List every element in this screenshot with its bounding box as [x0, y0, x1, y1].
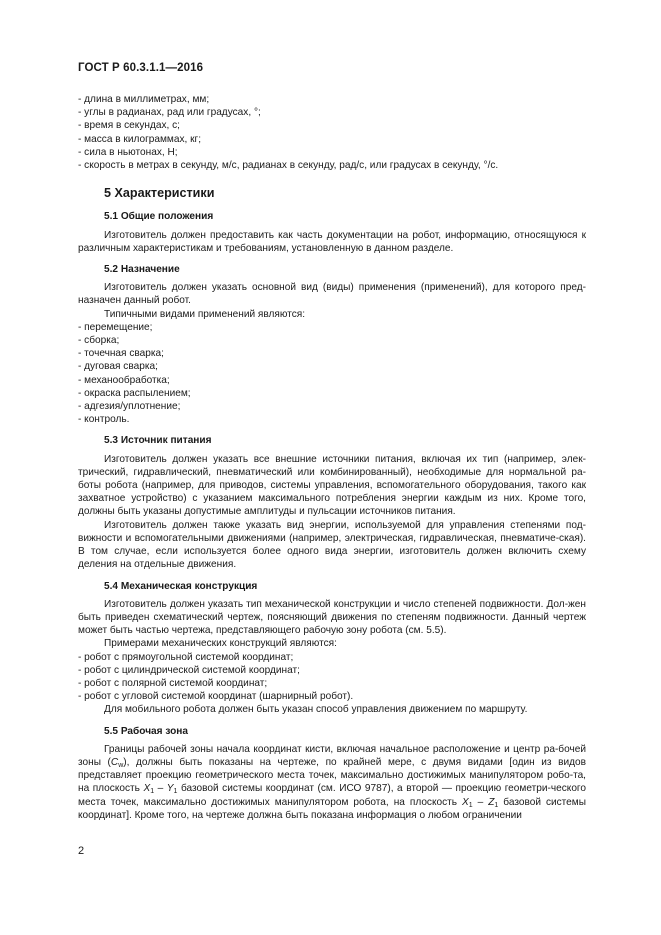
section-5-4-paragraph-1: Изготовитель должен указать тип механической конструкции и число степеней подвижности. Дол-жен быть приведен схематический чертеж, поясняющий движения по степеням подвижности. Данный чертеж может быть частью чертежа, представляющего рабочую зону робота (см. 5.5).: [78, 598, 586, 637]
list-item: - сборка;: [78, 335, 120, 347]
list-item: - контроль.: [78, 414, 130, 426]
section-5-2-list-intro: Типичными видами применений являются:: [104, 308, 306, 320]
section-5-2-paragraph: Изготовитель должен указать основной вид (виды) применения (применений), для которого пред-назначен данный робот.: [78, 282, 586, 307]
constructions-list: [78, 651, 586, 704]
section-5-1-paragraph: Изготовитель должен предоставить как часть документации на робот, информацию, относящуюся к различным характеристикам и требованиям, установленную в данном разделе.: [78, 229, 586, 254]
list-item: - длина в миллиметрах, мм;: [78, 94, 210, 105]
section-5-3-paragraph-2: Изготовитель должен также указать вид энергии, используемой для управления степенями под-вижности и вспомогательными движениями (например, электрическая, гидравлическая, пневматиче-ская). В том случае, если используется более одного вида энергии, изготовитель должен включить схему деления на отдельные движения.: [78, 519, 586, 571]
list-item: - дуговая сварка;: [78, 361, 158, 373]
applications-list: [78, 321, 586, 427]
document-body: [78, 93, 586, 822]
list-item: - робот с угловой системой координат (шарнирный робот).: [78, 691, 354, 703]
list-item: - время в секундах, с;: [78, 120, 180, 132]
symbol-z1: Z: [488, 796, 495, 808]
section-5-title: 5 Характеристики: [104, 186, 215, 201]
list-item: - точечная сварка;: [78, 348, 164, 360]
section-5-4-list-intro: Примерами механических конструкций являются:: [104, 638, 337, 650]
document-header: ГОСТ Р 60.3.1.1—2016: [78, 62, 204, 74]
symbol-x1: X: [462, 796, 469, 808]
units-list: [78, 93, 586, 172]
section-5-2-title: 5.2 Назначение: [104, 264, 180, 276]
list-item: - масса в килограммах, кг;: [78, 133, 202, 145]
symbol-y1: Y: [166, 783, 174, 795]
symbol-cw: C: [110, 756, 119, 768]
section-5-4-paragraph-2: Для мобильного робота должен быть указан способ управления движением по маршруту.: [104, 704, 528, 716]
list-item: - механообработка;: [78, 374, 170, 386]
list-item: - окраска распылением;: [78, 387, 191, 399]
list-item: - адгезия/уплотнение;: [78, 401, 181, 413]
section-5-5-title: 5.5 Рабочая зона: [104, 725, 189, 737]
list-item: - скорость в метрах в секунду, м/с, радианах в секунду, рад/с, или градусах в секунду, °/с.: [78, 160, 499, 172]
list-item: - перемещение;: [78, 321, 153, 333]
page-number: 2: [78, 845, 85, 857]
list-item: - робот с полярной системой координат;: [78, 677, 268, 689]
list-item: - углы в радианах, рад или градусах, °;: [78, 107, 261, 119]
section-5-3-paragraph-1: Изготовитель должен указать все внешние источники питания, включая их тип (например, элек-трический, гидравлический, пневматический или комбинированный), необходимые для нормальной ра-боты робота (например, для приводов, системы управления, вспомогательного оборудования, такого как захватное устройство) с указанием максимального потребления энергии каждым из них. Кроме того, должны быть указаны допустимые амплитуды и пульсации источников питания.: [78, 453, 586, 518]
section-5-5-paragraph: Границы рабочей зоны начала координат кисти, включая начальное расположение и центр ра-бочей зоны $(C_w)$, должны быть показаны на чертеже, по крайней мере, с двумя видами [один из видов представляет проекцию геометрического места точек, максимально достижимых манипулятором робо-та, на плоскость $X_1 - Y_1$ базовой системы координат (см. ИСО 9787), а второй — проекцию геометри-ческого места точек, максимально достижимых манипулятором робота, на плоскость $X_1 - Z_1$ базовой системы координат]. Кроме того, на чертеже должна быть показана информация о любом ограничении: [78, 743, 587, 821]
symbol-x1: X: [143, 783, 151, 795]
list-item: - робот с цилиндрической системой координат;: [78, 664, 300, 676]
list-item: - сила в ньютонах, Н;: [78, 146, 178, 158]
section-5-4-title: 5.4 Механическая конструкция: [104, 580, 258, 592]
list-item: - робот с прямоугольной системой координат;: [78, 651, 294, 663]
section-5-3-title: 5.3 Источник питания: [104, 435, 212, 447]
section-5-1-title: 5.1 Общие положения: [104, 211, 214, 223]
